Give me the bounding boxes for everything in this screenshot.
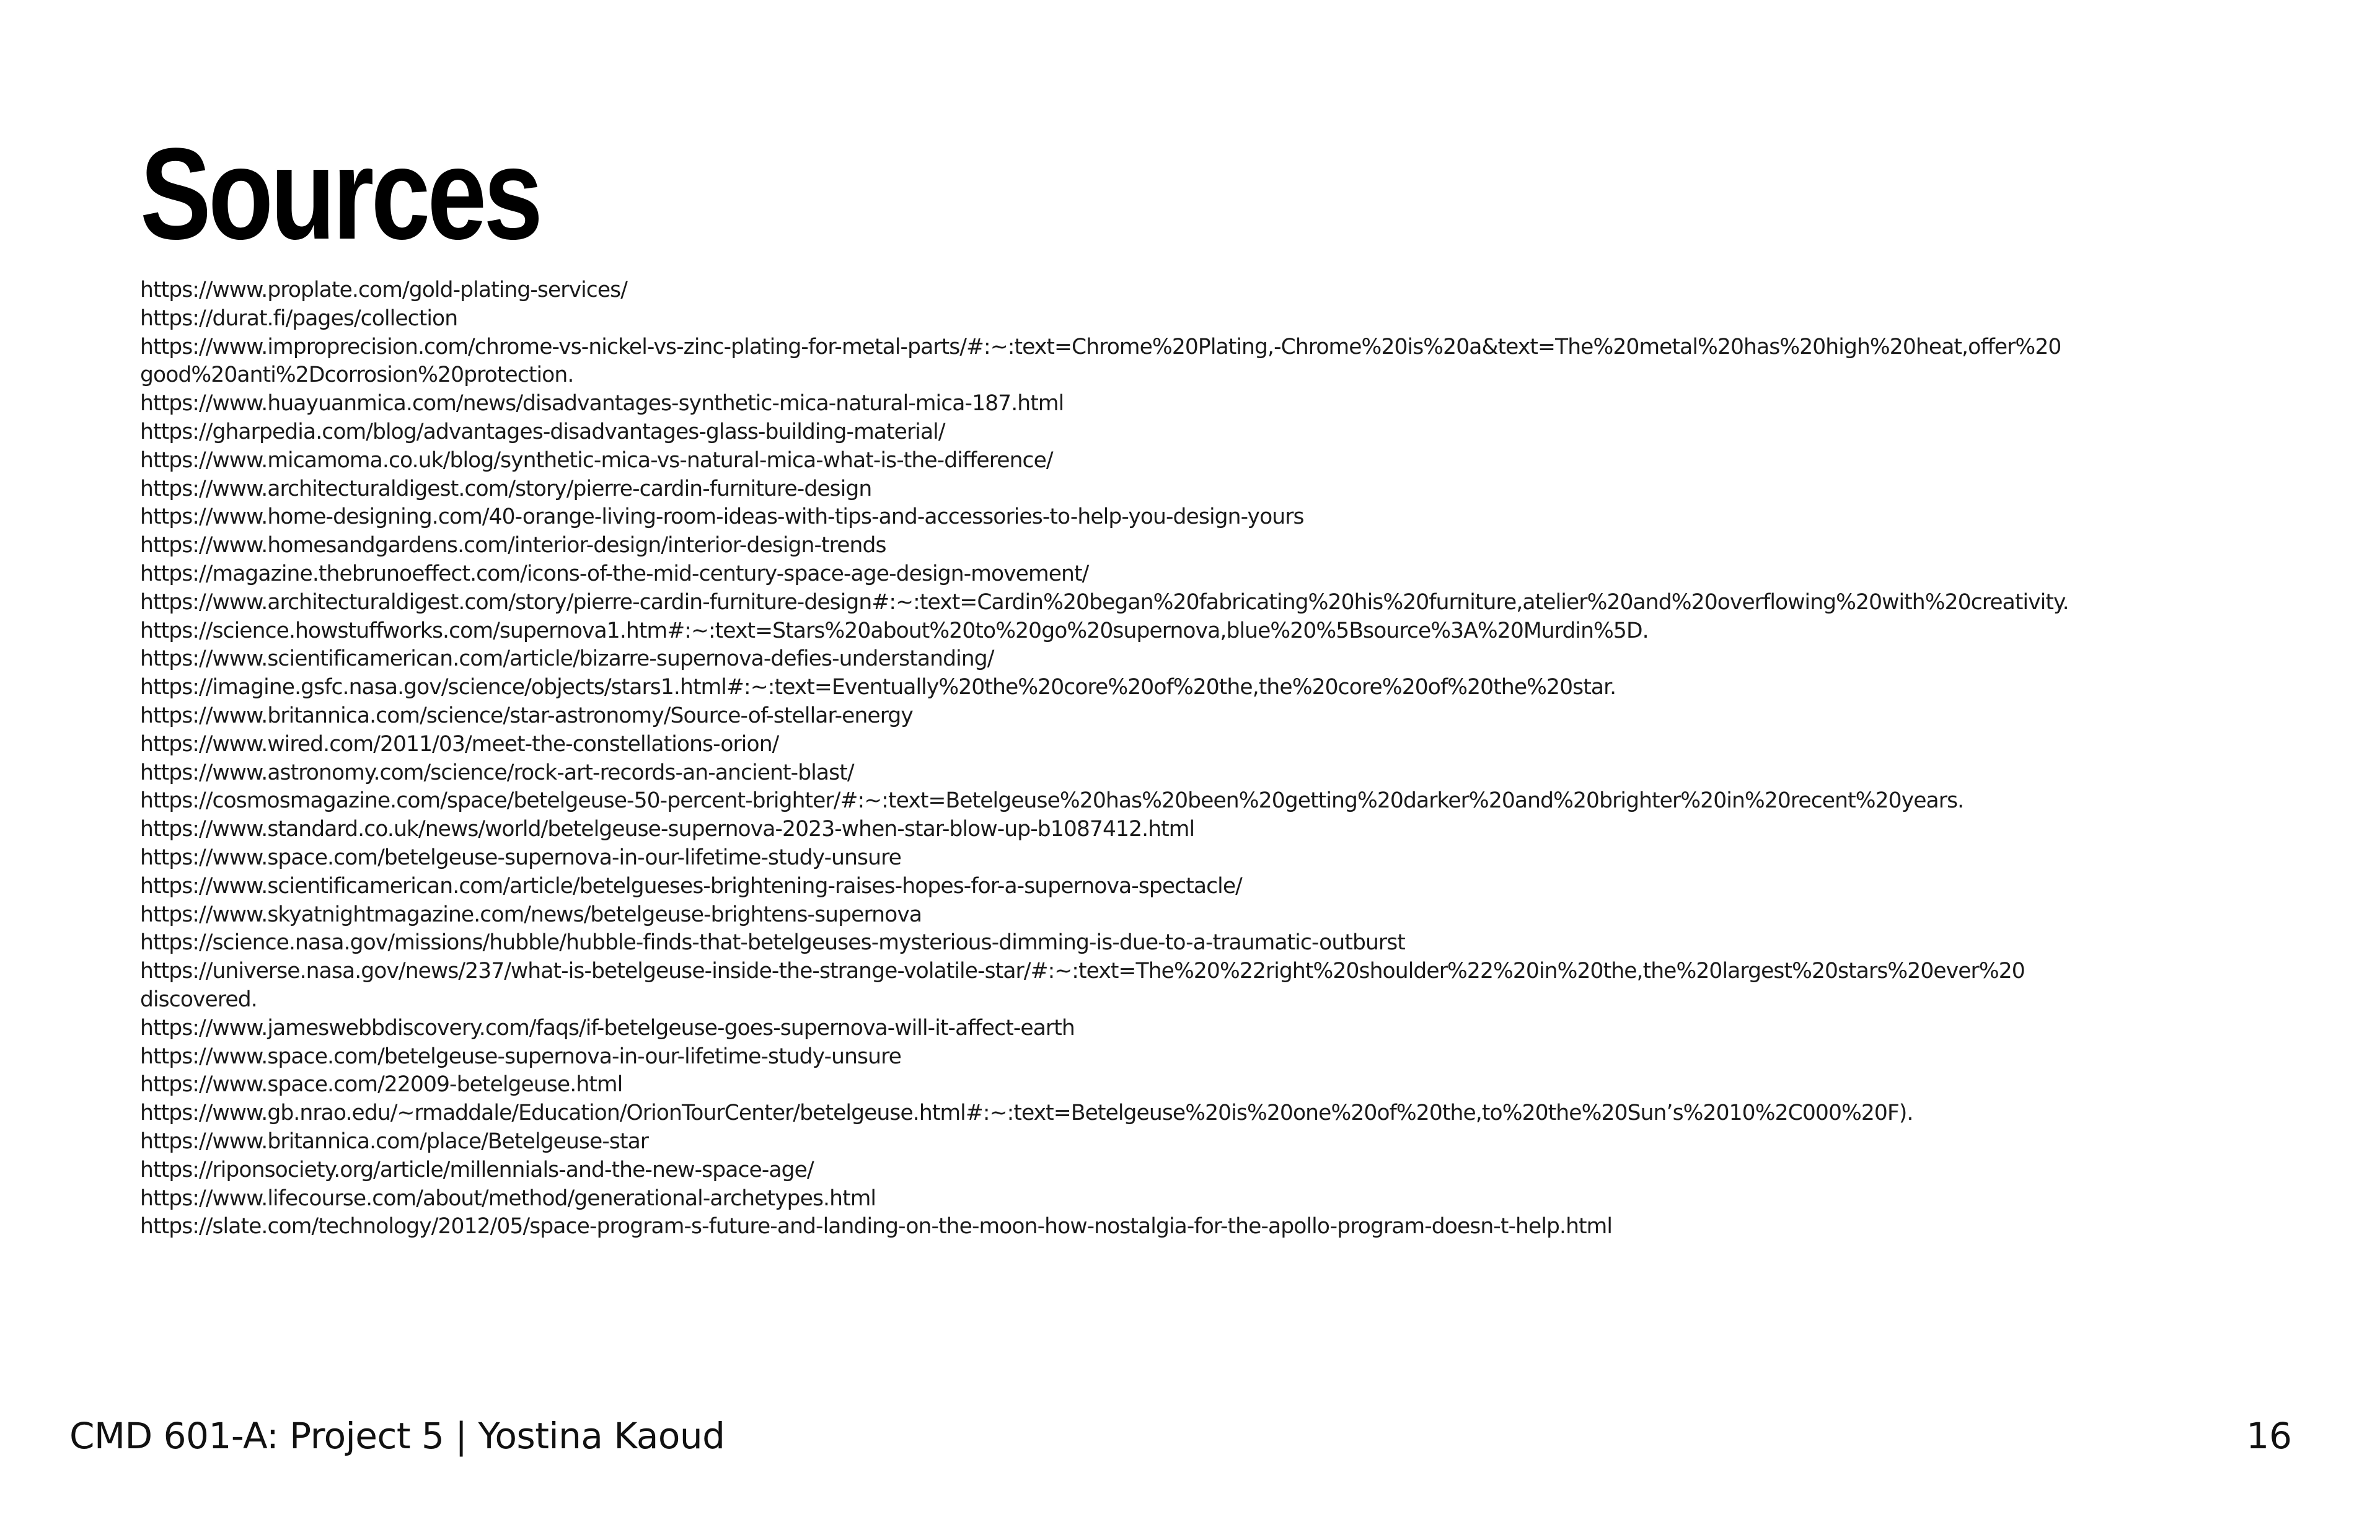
source-item: https://www.astronomy.com/science/rock-art-records-an-ancient-blast/	[140, 760, 854, 785]
source-item: https://www.jameswebbdiscovery.com/faqs/if-betelgeuse-goes-supernova-will-it-affect-earth	[140, 1015, 1075, 1041]
source-item: https://www.space.com/22009-betelgeuse.html	[140, 1072, 623, 1098]
source-item: https://www.britannica.com/place/Betelgeuse-star	[140, 1129, 649, 1154]
source-item: https://www.space.com/betelgeuse-supernova-in-our-lifetime-study-unsure	[140, 845, 901, 870]
source-item: https://www.scientificamerican.com/article/betelgueses-brightening-raises-hopes-for-a-supernova-spectacle/	[140, 873, 1242, 899]
footer-course-label: CMD 601-A: Project 5 | Yostina Kaoud	[69, 1415, 725, 1457]
sources-list	[140, 276, 2260, 1241]
source-item: https://www.britannica.com/science/star-astronomy/Source-of-stellar-energy	[140, 703, 913, 728]
source-item: https://www.standard.co.uk/news/world/betelgeuse-supernova-2023-when-star-blow-up-b1087412.html	[140, 817, 1195, 842]
source-item: https://science.howstuffworks.com/supernova1.htm#:~:text=Stars%20about%20to%20go%20supernova,blue%20%5Bsource%3A%20Murdin%5D.	[140, 618, 1649, 643]
source-item: https://www.huayuanmica.com/news/disadvantages-synthetic-mica-natural-mica-187.html	[140, 391, 1064, 416]
source-item: https://www.home-designing.com/40-orange-living-room-ideas-with-tips-and-accessories-to-help-you-design-yours	[140, 504, 1304, 530]
source-item: https://magazine.thebrunoeffect.com/icons-of-the-mid-century-space-age-design-movement/	[140, 561, 1089, 586]
source-item: https://durat.fi/pages/collection	[140, 306, 458, 331]
source-item: https://www.improprecision.com/chrome-vs-nickel-vs-zinc-plating-for-metal-parts/#:~:text=Chrome%20Plating,-Chrome%20is%20a&text=The%20metal%20has%20high%20heat,offer%20 good%20anti%2Dcorrosion%20protection.	[140, 334, 2061, 388]
source-item: https://cosmosmagazine.com/space/betelgeuse-50-percent-brighter/#:~:text=Betelgeuse%20has%20been%20getting%20darker%20and%20brighter%20in%20recent%20years.	[140, 788, 1964, 814]
source-item: https://gharpedia.com/blog/advantages-disadvantages-glass-building-material/	[140, 419, 945, 444]
source-item: https://www.scientificamerican.com/article/bizarre-supernova-defies-understanding/	[140, 646, 994, 672]
source-item: https://universe.nasa.gov/news/237/what-is-betelgeuse-inside-the-strange-volatile-star/#:~:text=The%20%22right%20shoulder%22%20in%20the,the%20largest%20stars%20ever%20 discovered.	[140, 959, 2025, 1012]
source-item: https://www.wired.com/2011/03/meet-the-constellations-orion/	[140, 731, 779, 757]
source-item: https://www.architecturaldigest.com/story/pierre-cardin-furniture-design#:~:text=Cardin%20began%20fabricating%20his%20furniture,atelier%20and%20overflowing%20with%20creativity.	[140, 589, 2069, 615]
source-item: https://www.gb.nrao.edu/~rmaddale/Education/OrionTourCenter/betelgeuse.html#:~:text=Betelgeuse%20is%20one%20of%20the,to%20the%20Sun’s%2010%2C000%20F).	[140, 1101, 1913, 1126]
source-item: https://riponsociety.org/article/millennials-and-the-new-space-age/	[140, 1157, 814, 1182]
source-item: https://slate.com/technology/2012/05/space-program-s-future-and-landing-on-the-moon-how-nostalgia-for-the-apollo-program-doesn-t-help.html	[140, 1214, 1613, 1239]
source-item: https://www.micamoma.co.uk/blog/synthetic-mica-vs-natural-mica-what-is-the-difference/	[140, 447, 1053, 473]
source-item: https://www.space.com/betelgeuse-supernova-in-our-lifetime-study-unsure	[140, 1044, 901, 1069]
source-item: https://www.homesandgardens.com/interior-design/interior-design-trends	[140, 533, 886, 558]
source-item: https://www.proplate.com/gold-plating-services/	[140, 278, 627, 302]
source-item: https://imagine.gsfc.nasa.gov/science/objects/stars1.html#:~:text=Eventually%20the%20core%20of%20the,the%20core%20of%20the%20star.	[140, 675, 1616, 700]
source-item: https://science.nasa.gov/missions/hubble/hubble-finds-that-betelgeuses-mysterious-dimming-is-due-to-a-traumatic-outburst	[140, 930, 1405, 956]
source-item: https://www.architecturaldigest.com/story/pierre-cardin-furniture-design	[140, 476, 872, 501]
footer-page-number: 16	[2246, 1415, 2292, 1457]
page-title: Sources	[140, 121, 540, 266]
source-item: https://www.lifecourse.com/about/method/generational-archetypes.html	[140, 1186, 876, 1211]
source-item: https://www.skyatnightmagazine.com/news/betelgeuse-brightens-supernova	[140, 902, 922, 927]
